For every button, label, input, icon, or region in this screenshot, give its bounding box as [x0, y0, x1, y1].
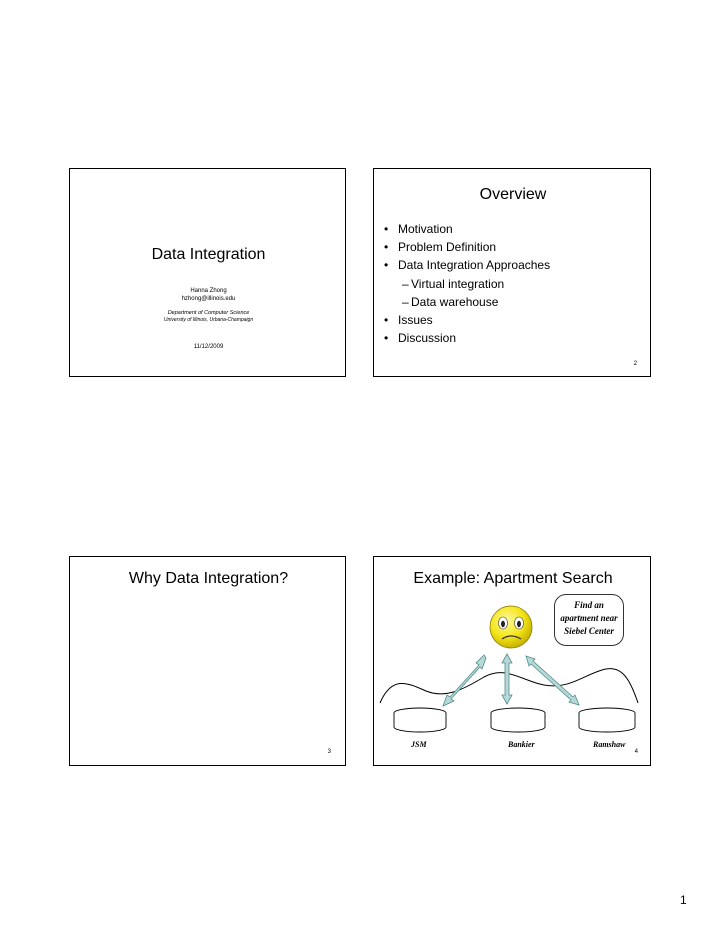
slide1-title: Data Integration [151, 246, 266, 263]
bullet-dot: • [384, 258, 389, 273]
sub-bullet-item: – Data warehouse [384, 293, 550, 311]
arrow-to-bankier [502, 654, 512, 704]
slide-apartment-search [373, 556, 651, 766]
sub-bullet-item: – Virtual integration [384, 275, 550, 293]
slide1-date: 11/12/2009 [193, 344, 224, 350]
slide2-title: Overview [479, 186, 547, 203]
database-label-bankier: Bankier [508, 740, 535, 749]
callout-line: Find an [574, 600, 604, 610]
bullet-dot: • [384, 313, 389, 328]
handout-page-number: 1 [680, 893, 687, 907]
slide1-author: Hanna Zhong [190, 288, 227, 294]
slide2-page-number: 2 [633, 361, 637, 367]
callout-line: apartment near [560, 613, 618, 623]
bullet-dash: – [402, 294, 409, 309]
bullet-item: • Discussion [384, 329, 550, 347]
slide3-page-number: 3 [327, 749, 331, 755]
sad-face-icon [490, 606, 532, 648]
callout-line: Siebel Center [564, 626, 614, 636]
slide-overview [373, 168, 651, 377]
bullet-item: • Problem Definition [384, 238, 550, 256]
speech-callout [554, 594, 624, 646]
slide-title [69, 168, 346, 377]
arrow-to-jsm [443, 655, 486, 706]
overview-bullet-list [384, 220, 550, 347]
bullet-dash: – [402, 276, 409, 291]
slide4-page-number: 4 [634, 749, 638, 755]
database-bankier [491, 708, 545, 732]
apartment-search-diagram [374, 557, 652, 767]
bullet-item: • Issues [384, 311, 550, 329]
slide3-title: Why Data Integration? [128, 570, 289, 587]
bullet-item: • Motivation [384, 220, 550, 238]
database-label-ramshaw: Ramshaw [593, 740, 626, 749]
database-jsm [394, 708, 446, 732]
database-ramshaw [579, 708, 635, 732]
arrow-to-ramshaw [526, 656, 579, 705]
slide4-title: Example: Apartment Search [413, 570, 613, 587]
bullet-dot: • [384, 222, 389, 236]
slide1-university: University of Illinois, Urbana-Champaign [163, 317, 254, 323]
database-label-jsm: JSM [411, 740, 427, 749]
slide1-department: Department of Computer Science [167, 310, 250, 316]
bullet-item: • Data Integration Approaches [384, 256, 550, 274]
bullet-dot: • [384, 240, 389, 255]
slide1-email: hzhong@illinois.edu [181, 296, 236, 302]
bullet-dot: • [384, 331, 389, 346]
slide-why-data-integration [69, 556, 346, 766]
